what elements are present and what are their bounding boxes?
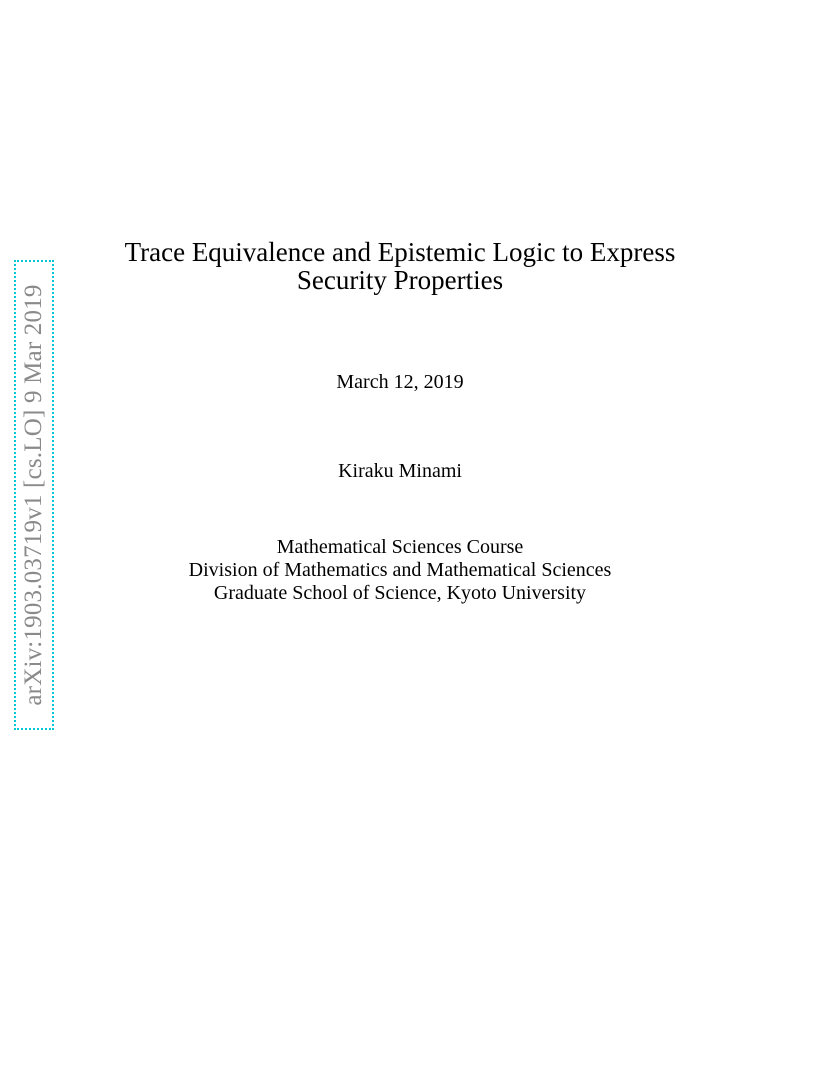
affiliation-line-3: Graduate School of Science, Kyoto University [213,582,587,604]
paper-date: March 12, 2019 [336,371,464,393]
paper-title-line-2: Security Properties [296,265,504,295]
affiliation-line-1: Mathematical Sciences Course [276,536,524,558]
arxiv-stamp-text: arXiv:1903.03719v1 [cs.LO] 9 Mar 2019 [20,284,47,706]
author-name: Kiraku Minami [338,460,462,482]
paper-title [95,238,705,294]
author-affiliation [110,536,690,605]
arxiv-stamp [14,260,54,730]
affiliation-line-2: Division of Mathematics and Mathematical Sciences [188,559,612,581]
paper-title-line-1: Trace Equivalence and Epistemic Logic to Express [124,237,676,267]
